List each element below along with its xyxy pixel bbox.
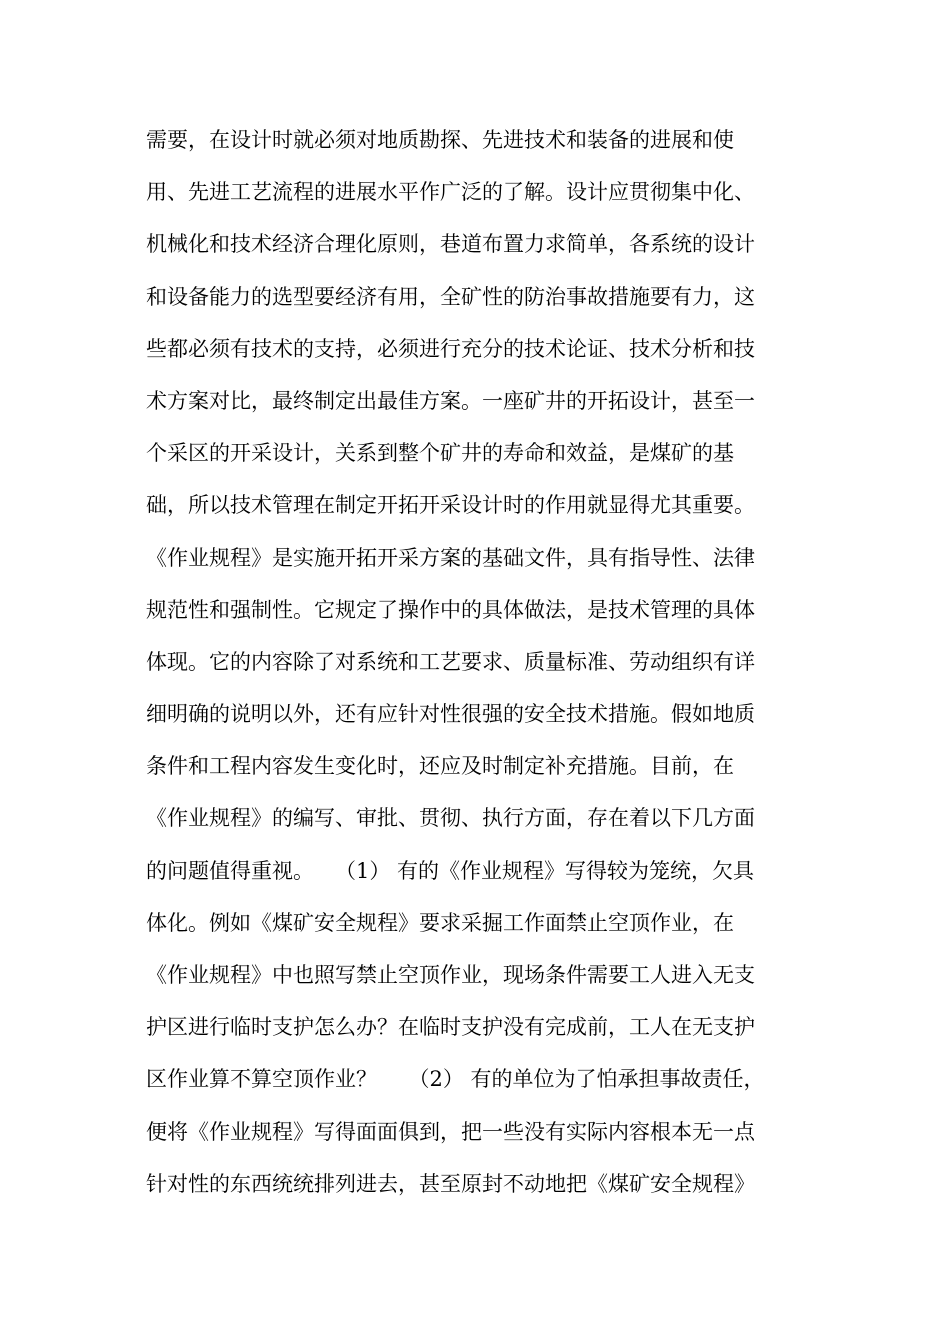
text-line: 的问题值得重视。 （1） 有的《作业规程》写得较为笼统，欠具: [146, 858, 755, 883]
text-line: 个采区的开采设计，关系到整个矿井的寿命和效益，是煤矿的基: [146, 441, 734, 466]
text-line: 机械化和技术经济合理化原则，巷道布置力求简单，各系统的设计: [146, 232, 755, 257]
text-line: 条件和工程内容发生变化时，还应及时制定补充措施。目前，在: [146, 754, 734, 779]
text-line: 些都必须有技术的支持，必须进行充分的技术论证、技术分析和技: [146, 336, 755, 361]
text-line: 术方案对比，最终制定出最佳方案。一座矿井的开拓设计，甚至一: [146, 388, 755, 413]
text-line: 础，所以技术管理在制定开拓开采设计时的作用就显得尤其重要。: [146, 493, 755, 518]
text-line: 《作业规程》中也照写禁止空顶作业，现场条件需要工人进入无支: [146, 963, 755, 987]
text-line: 规范性和强制性。它规定了操作中的具体做法，是技术管理的具体: [146, 597, 755, 622]
text-line: 用、先进工艺流程的进展水平作广泛的了解。设计应贯彻集中化、: [146, 180, 755, 205]
text-line: 针对性的东西统统排列进去，甚至原封不动地把《煤矿安全规程》: [146, 1171, 755, 1196]
text-line: 和设备能力的选型要经济有用，全矿性的防治事故措施要有力，这: [146, 284, 755, 309]
text-line: 《作业规程》的编写、审批、贯彻、执行方面，存在着以下几方面: [146, 806, 755, 831]
text-line: 体化。例如《煤矿安全规程》要求采掘工作面禁止空顶作业，在: [146, 910, 734, 935]
body-text: [146, 114, 806, 1210]
text-line: 《作业规程》是实施开拓开采方案的基础文件，具有指导性、法律: [146, 545, 755, 570]
text-line: 体现。它的内容除了对系统和工艺要求、质量标准、劳动组织有详: [146, 649, 755, 674]
text-line: 便将《作业规程》写得面面俱到，把一些没有实际内容根本无一点: [146, 1119, 755, 1144]
text-line: 护区进行临时支护怎么办？在临时支护没有完成前，工人在无支护: [146, 1015, 755, 1040]
text-line: 细明确的说明以外，还有应针对性很强的安全技术措施。假如地质: [146, 702, 755, 727]
text-line: 区作业算不算空顶作业？ （2） 有的单位为了怕承担事故责任，: [146, 1067, 765, 1092]
text-line: 需要，在设计时就必须对地质勘探、先进技术和装备的进展和使: [146, 128, 734, 152]
